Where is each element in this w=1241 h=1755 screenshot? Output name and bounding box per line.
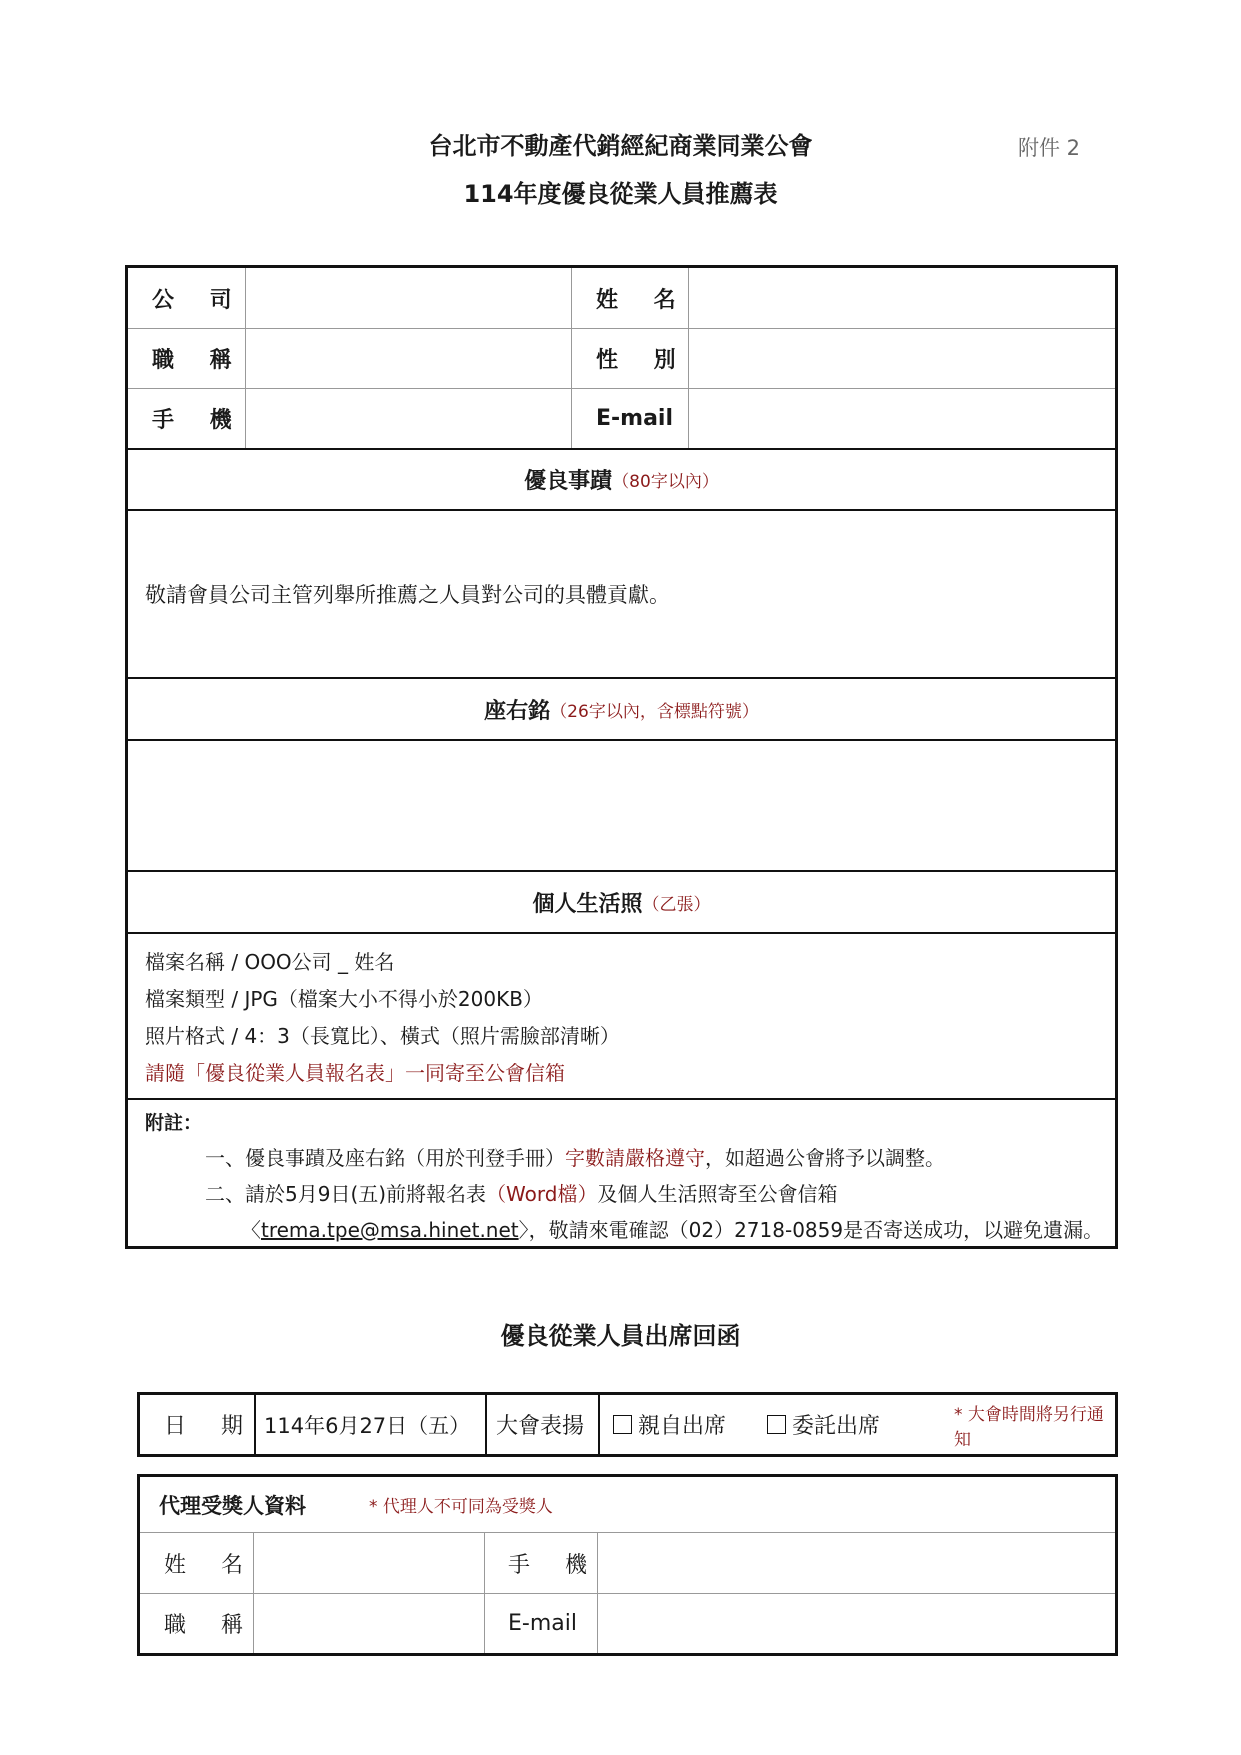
proxy-email-label: E-mail <box>508 1611 577 1636</box>
note-3 <box>205 1212 1103 1248</box>
photo-line-filename: 檔案名稱 / OOO公司 _ 姓名 <box>145 950 395 974</box>
photo-heading: 個人生活照 <box>532 891 643 917</box>
mobile-label: 手 機 <box>152 407 246 433</box>
notes-heading: 附註： <box>145 1112 203 1134</box>
attend-proxy-label: 委託出席 <box>792 1414 881 1439</box>
gender-label: 性 別 <box>596 347 690 373</box>
company-label: 公 司 <box>152 287 246 313</box>
note-1 <box>205 1140 1103 1176</box>
photo-reminder: 請隨「優良從業人員報名表」一同寄至公會信箱 <box>145 1061 565 1085</box>
rsvp-event: 大會表揚 <box>496 1414 585 1439</box>
motto-header <box>128 679 1115 739</box>
attend-self-checkbox[interactable] <box>613 1415 632 1434</box>
merit-field[interactable] <box>145 511 1105 676</box>
merit-heading: 優良事蹟 <box>524 468 613 494</box>
proxy-note: * 代理人不可同為受獎人 <box>369 1497 553 1517</box>
contact-email-link[interactable]: trema.tpe@msa.hinet.net <box>261 1218 519 1242</box>
rsvp-title: 優良從業人員出席回函 <box>500 1322 741 1350</box>
rsvp-date-value: 114年6月27日（五） <box>264 1413 471 1438</box>
photo-line-format: 照片格式 / 4：3（長寬比）、橫式（照片需臉部清晰） <box>145 1024 620 1048</box>
gender-field[interactable] <box>689 328 1115 388</box>
note-3-open: 〈 <box>241 1218 261 1242</box>
mobile-field[interactable] <box>246 388 571 448</box>
motto-limit: （26字以內，含標點符號） <box>550 701 759 722</box>
name-label: 姓 名 <box>596 287 690 313</box>
note-2-tail: 及個人生活照寄至公會信箱 <box>597 1182 838 1206</box>
note-1-emphasis: 字數請嚴格遵守 <box>565 1146 705 1170</box>
proxy-mobile-field[interactable] <box>598 1533 1115 1593</box>
photo-header <box>128 872 1115 932</box>
motto-field[interactable] <box>128 741 1115 869</box>
email-field[interactable] <box>689 388 1115 448</box>
proxy-name-label: 姓 名 <box>164 1552 257 1578</box>
attend-proxy-checkbox[interactable] <box>767 1415 786 1434</box>
name-field[interactable] <box>689 268 1115 328</box>
email-label: E-mail <box>596 405 674 431</box>
time-note: * 大會時間將另行通知 <box>954 1404 1104 1450</box>
merit-header <box>128 449 1115 509</box>
proxy-heading: 代理受獎人資料 <box>159 1493 306 1518</box>
proxy-name-field[interactable] <box>254 1533 484 1593</box>
note-1-text: 一、優良事蹟及座右銘（用於刊登手冊） <box>205 1146 565 1170</box>
note-2-emphasis: （Word檔） <box>486 1182 598 1206</box>
rsvp-table <box>137 1392 1118 1457</box>
photo-requirements <box>145 944 620 1092</box>
merit-instructions: 敬請會員公司主管列舉所推薦之人員對公司的具體貢獻。 <box>145 582 670 607</box>
proxy-title-label: 職 稱 <box>164 1613 257 1638</box>
photo-line-filetype: 檔案類型 / JPG（檔案大小不得小於200KB） <box>145 987 543 1011</box>
note-2-text: 二、請於5月9日(五)前將報名表 <box>205 1182 487 1206</box>
merit-limit: （80字以內） <box>612 471 719 492</box>
proxy-table <box>137 1474 1118 1656</box>
recommendation-table <box>125 265 1118 1249</box>
attend-self-label: 親自出席 <box>638 1414 727 1439</box>
notes-list <box>205 1140 1103 1248</box>
note-2 <box>205 1176 1103 1212</box>
proxy-email-field[interactable] <box>598 1594 1115 1653</box>
proxy-mobile-label: 手 機 <box>508 1552 601 1578</box>
note-1-tail: ，如超過公會將予以調整。 <box>705 1146 945 1170</box>
form-title: 114年度優良從業人員推薦表 <box>463 180 778 208</box>
photo-limit: （乙張） <box>642 894 711 915</box>
attend-self-option[interactable] <box>613 1395 726 1454</box>
rsvp-date-label: 日 期 <box>164 1414 257 1439</box>
proxy-title-field[interactable] <box>254 1594 484 1653</box>
note-3-tail: 〉，敬請來電確認（02）2718-0859是否寄送成功，以避免遺漏。 <box>518 1218 1104 1242</box>
motto-heading: 座右銘 <box>484 698 551 724</box>
title-field[interactable] <box>246 328 571 388</box>
company-field[interactable] <box>246 268 571 328</box>
title-label: 職 稱 <box>152 347 246 373</box>
attachment-label: 附件 2 <box>1018 136 1081 160</box>
org-name: 台北市不動產代銷經紀商業同業公會 <box>428 132 813 160</box>
attend-proxy-option[interactable] <box>767 1395 880 1454</box>
